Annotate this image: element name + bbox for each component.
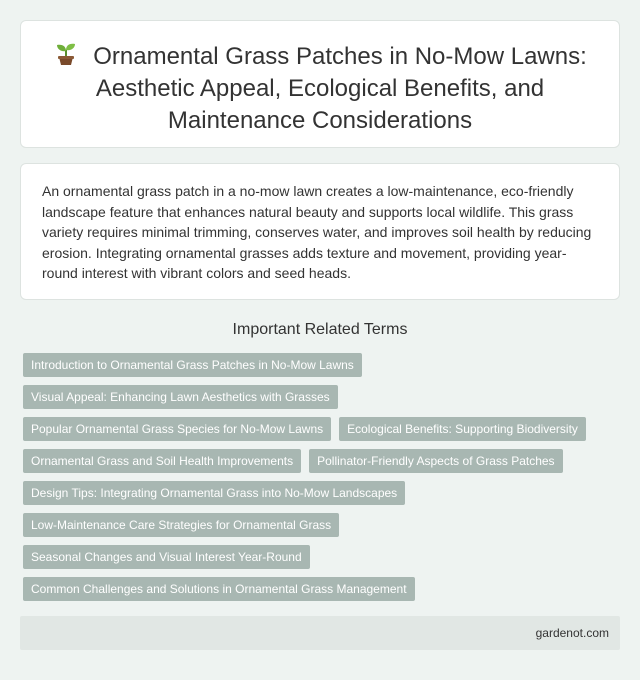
term-row [23,545,623,569]
related-term-tag[interactable]: Ecological Benefits: Supporting Biodiversity [339,417,586,441]
related-term-tag[interactable]: Visual Appeal: Enhancing Lawn Aesthetics with Grasses [23,385,338,409]
related-term-tag[interactable]: Common Challenges and Solutions in Ornamental Grass Management [23,577,415,601]
term-row [23,353,623,377]
term-row [23,385,623,409]
term-row [23,513,623,537]
related-terms-heading: Important Related Terms [232,321,408,338]
term-row [23,481,623,505]
related-term-tag[interactable]: Low-Maintenance Care Strategies for Ornamental Grass [23,513,339,537]
related-terms-list [23,353,623,609]
page-title [51,41,589,137]
related-term-tag[interactable]: Popular Ornamental Grass Species for No-Mow Lawns [23,417,331,441]
term-row [23,417,623,441]
title-card [20,20,620,148]
related-term-tag[interactable]: Design Tips: Integrating Ornamental Grass into No-Mow Landscapes [23,481,405,505]
intro-paragraph: An ornamental grass patch in a no-mow lawn creates a low-maintenance, eco-friendly landscape feature that enhances natural beauty and supports local wildlife. This grass variety requires minimal trimming, conserves water, and improves soil health by reducing erosion. Integrating ornamental grasses adds texture and movement, providing year-round interest with vibrant colors and seed heads. [42,183,592,281]
related-term-tag[interactable]: Seasonal Changes and Visual Interest Year-Round [23,545,310,569]
term-row [23,449,623,473]
related-term-tag[interactable]: Ornamental Grass and Soil Health Improvements [23,449,301,473]
related-term-tag[interactable]: Pollinator-Friendly Aspects of Grass Patches [309,449,562,473]
footer [20,616,620,650]
seedling-icon [53,41,79,67]
footer-site-link[interactable]: gardenot.com [535,626,609,640]
related-term-tag[interactable]: Introduction to Ornamental Grass Patches in No-Mow Lawns [23,353,362,377]
page-title-text: Ornamental Grass Patches in No-Mow Lawns: Aesthetic Appeal, Ecological Benefits, and Maintenance Considerations [93,43,587,134]
intro-card [20,163,620,300]
term-row [23,577,623,601]
